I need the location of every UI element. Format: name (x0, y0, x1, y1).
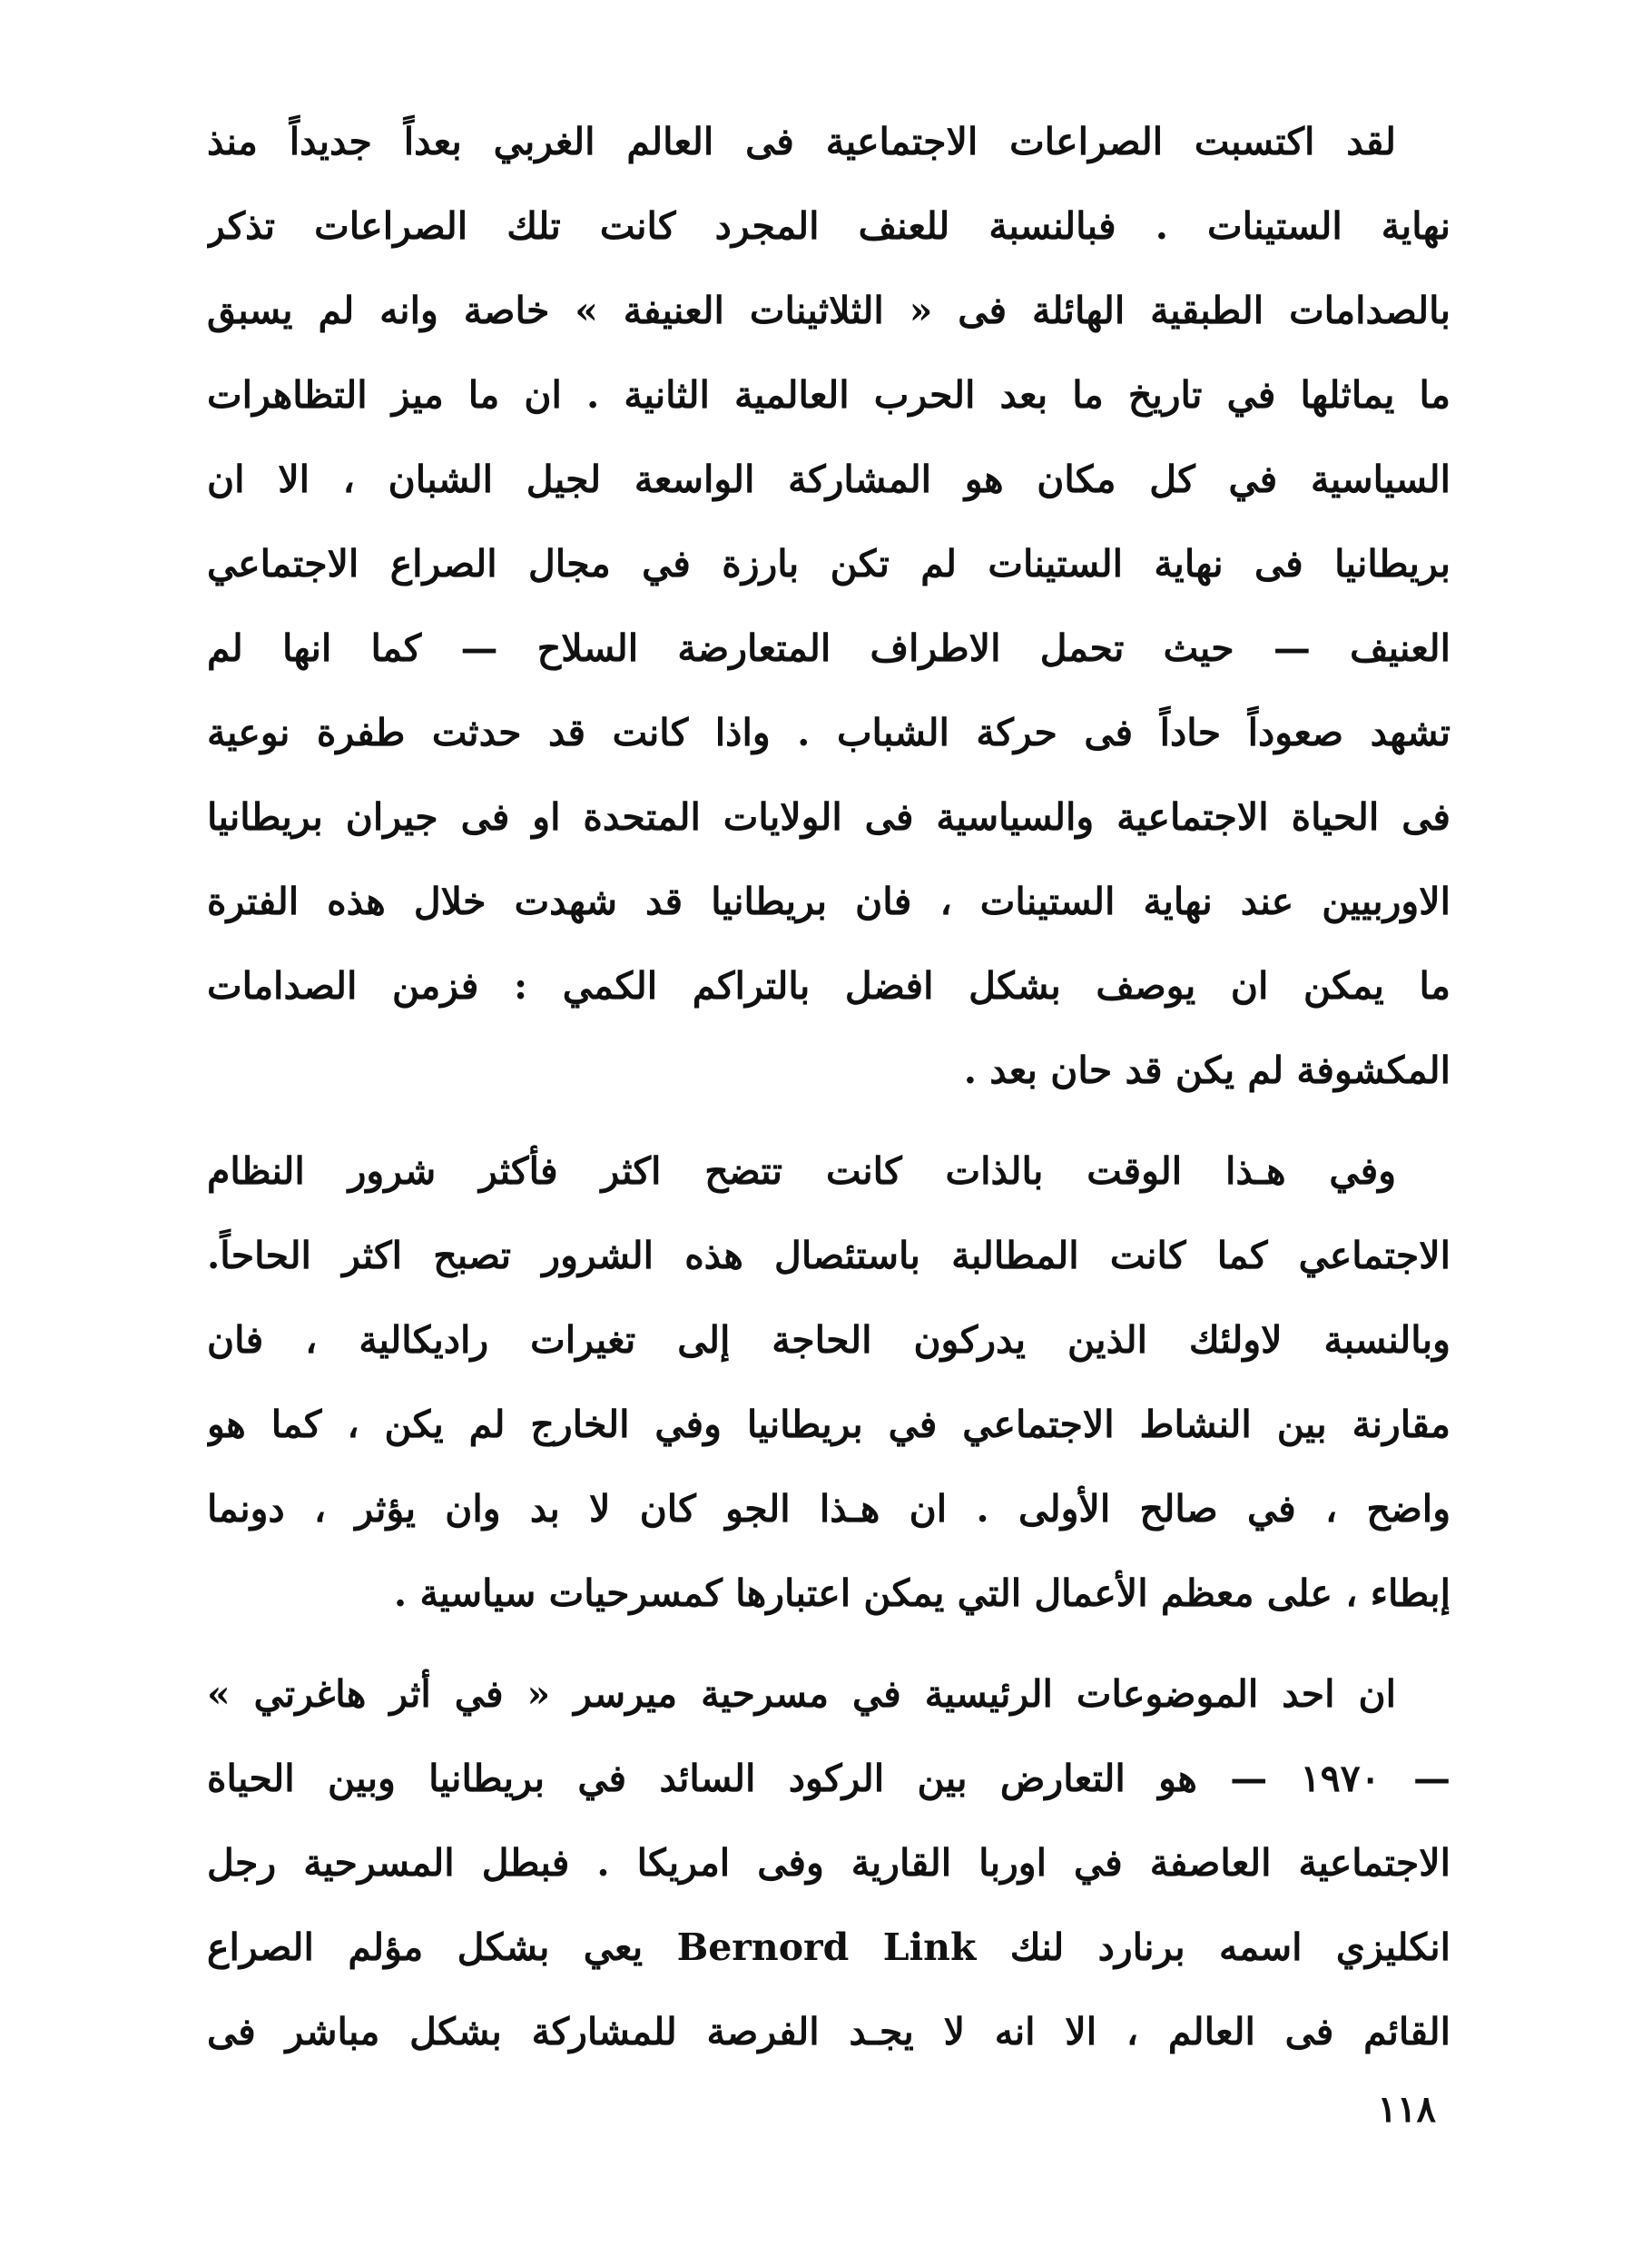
text-line: انكليزي اسمه برنارد لنك Bernord Link يعي بشكل مؤلم الصراع (207, 1925, 1450, 1969)
text-line: فى الحياة الاجتماعية والسياسية فى الولايات المتحدة او فى جيران بريطانيا (207, 795, 1450, 839)
text-line: القائم فى العالم ، الا انه لا يجـد الفرصة للمشاركة بشكل مباشر فى (207, 2010, 1450, 2053)
text-line: — ١٩٧٠ — هو التعارض بين الركود السائد في بريطانيا وبين الحياة (207, 1757, 1450, 1800)
text-line: لقد اكتسبت الصراعات الاجتماعية فى العالم الغربي بعداً جديداً منذ (207, 120, 1396, 163)
text-line: وبالنسبة لاولئك الذين يدركون الحاجة إلى تغيرات راديكالية ، فان (207, 1318, 1450, 1362)
body-text (207, 100, 1450, 2091)
text-line: نهاية الستينات . فبالنسبة للعنف المجرد كانت تلك الصراعات تذكر (207, 204, 1450, 248)
text-line: ما يماثلها في تاريخ ما بعد الحرب العالمية الثانية . ان ما ميز التظاهرات (207, 373, 1450, 417)
text-line: ما يمكن ان يوصف بشكل افضل بالتراكم الكمي : فزمن الصدامات (207, 964, 1450, 1008)
paragraph-2 (207, 1129, 1450, 1636)
text-line: الاجتماعي كما كانت المطالبة باستئصال هذه الشرور تصبح اكثر الحاحاً. (207, 1234, 1450, 1277)
text-line: مقارنة بين النشاط الاجتماعي في بريطانيا وفي الخارج لم يكن ، كما هو (207, 1403, 1450, 1446)
text-line: بالصدامات الطبقية الهائلة فى « الثلاثينات العنيفة » خاصة وانه لم يسبق (207, 289, 1450, 332)
text-line: ان احد الموضوعات الرئيسية في مسرحية ميرسر « في أثر هاغرتي » (207, 1672, 1396, 1716)
text-line: المكشوفة لم يكن قد حان بعد . (963, 1049, 1450, 1092)
text-line: السياسية في كل مكان هو المشاركة الواسعة لجيل الشبان ، الا ان (207, 458, 1450, 501)
text-line: بريطانيا فى نهاية الستينات لم تكن بارزة في مجال الصراع الاجتماعي (207, 542, 1450, 586)
page-number: ١١٨ (1377, 2088, 1436, 2131)
text-line: الاجتماعية العاصفة في اوربا القارية وفى امريكا . فبطل المسرحية رجل (207, 1841, 1450, 1885)
text-line: إبطاء ، على معظم الأعمال التي يمكن اعتبارها كمسرحيات سياسية . (393, 1571, 1450, 1615)
paragraph-1 (207, 100, 1450, 1113)
text-line: العنيف — حيث تحمل الاطراف المتعارضة السلاح — كما انها لم (207, 626, 1450, 670)
text-line: تشهد صعوداً حاداً فى حركة الشباب . واذا كانت قد حدثت طفرة نوعية (207, 711, 1450, 754)
text-line: واضح ، في صالح الأولى . ان هـذا الجو كان لا بد وان يؤثر ، دونما (207, 1487, 1450, 1531)
paragraph-3 (207, 1652, 1450, 2074)
text-line: وفي هـذا الوقت بالذات كانت تتضح اكثر فأكثر شرور النظام (207, 1149, 1396, 1193)
text-line: الاوربيين عند نهاية الستينات ، فان بريطانيا قد شهدت خلال هذه الفترة (207, 880, 1450, 923)
